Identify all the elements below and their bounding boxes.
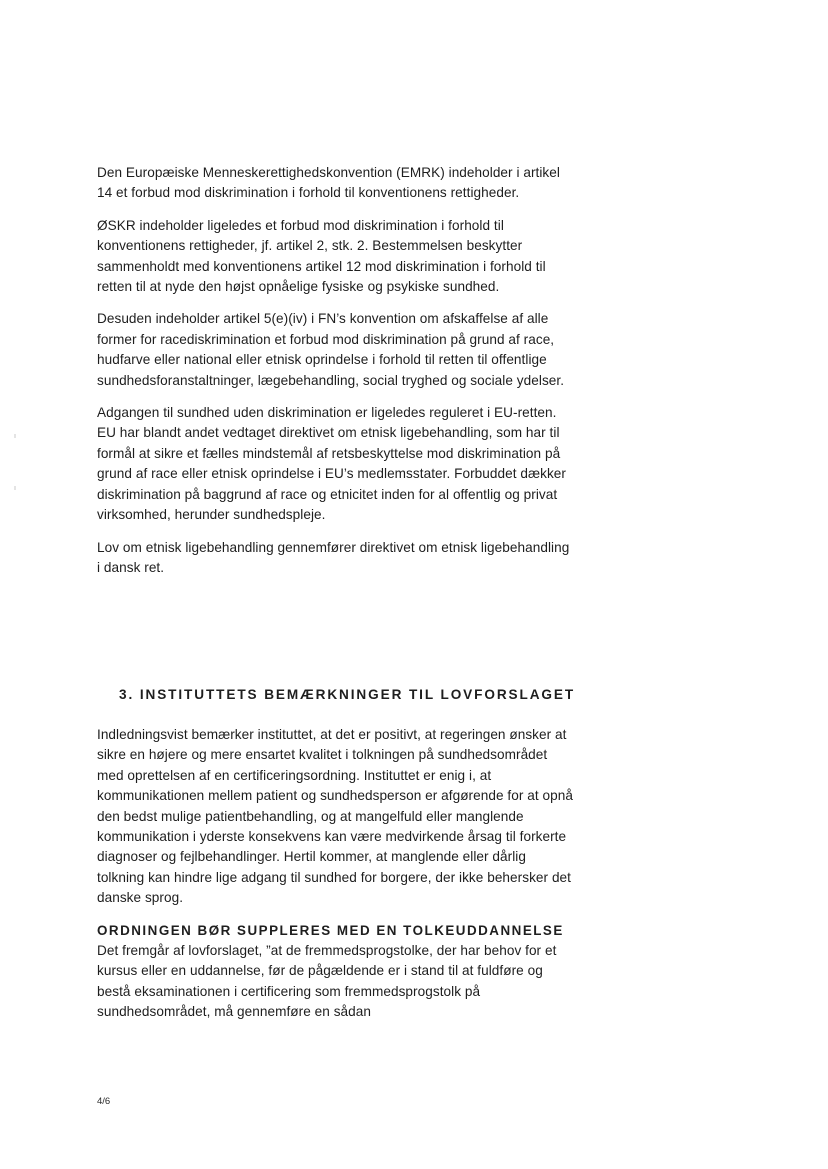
body-text-section-3 xyxy=(97,725,575,1023)
body-text-section-2 xyxy=(97,163,575,590)
paragraph-gap xyxy=(97,909,575,921)
paragraph-danish-law: Lov om etnisk ligebehandling gennemfører direktivet om etnisk ligebehandling i dansk ret. xyxy=(97,539,570,575)
paragraph-emrk: Den Europæiske Menneskerettighedskonvention (EMRK) indeholder i artikel 14 et forbud mod diskrimination i forhold til konventionens rettigheder. xyxy=(97,165,560,201)
paragraph-eu-law: Adgangen til sundhed uden diskrimination er ligeledes reguleret i EU-retten. EU har blandt andet vedtaget direktivet om etnisk ligebehandling, som har til formål at sikre et fælles mindstemål af retsbeskyttelse mod diskrimination på grund af race eller etnisk oprindelse i EU’s medlemsstater. Forbuddet dækker diskrimination på baggrund af race og etnicitet inden for al offentlig og privat virksomhed, herunder sundhedspleje. xyxy=(97,405,566,523)
paragraph-oskr: ØSKR indeholder ligeledes et forbud mod diskrimination i forhold til konventionens rettigheder, jf. artikel 2, stk. 2. Bestemmelsen beskytter sammenholdt med konventionens artikel 12 mod diskrimination i forhold til retten til at nyde den højst opnåelige fysiske og psykiske sundhed. xyxy=(97,217,546,295)
subheading: ORDNINGEN BØR SUPPLERES MED EN TOLKEUDDANNELSE xyxy=(97,922,564,938)
scan-artifact xyxy=(14,434,16,438)
section-heading: 3. INSTITUTTETS BEMÆRKNINGER TIL LOVFORSLAGET xyxy=(119,687,576,702)
paragraph-fn-convention: Desuden indeholder artikel 5(e)(iv) i FN’s konvention om afskaffelse af alle former for racediskrimination et forbud mod diskrimination på grund af race, hudfarve eller national eller etnisk oprindelse i forhold til retten til offentlige sundhedsforanstaltninger, lægebehandling, social tryghed og sociale ydelser. xyxy=(97,311,565,388)
page-number: 4/6 xyxy=(97,1096,111,1107)
paragraph-intro: Indledningsvist bemærker instituttet, at det er positivt, at regeringen ønsker at sikre en højere og mere ensartet kvalitet i tolkningen på sundhedsområdet med oprettelsen af en certificeringsordning. Instituttet er enig i, at kommunikationen mellem patient og sundhedsperson er afgørende for at opnå den bedst mulige patientbehandling, og at mangelfuld eller manglende kommunikation i yderste konsekvens kan være medvirkende årsag til forkerte diagnoser og fejlbehandlinger. Hertil kommer, at manglende eller dårlig tolkning kan hindre lige adgang til sundhed for borgere, der ikke behersker det danske sprog. xyxy=(97,727,573,906)
scan-artifact xyxy=(14,486,16,490)
paragraph-subheading-text: Det fremgår af lovforslaget, ”at de fremmedsprogstolke, der har behov for et kursus eller en uddannelse, før de pågældende er i stand til at fuldføre og bestå eksaminationen i certificering som fremmedsprogstolk på sundhedsområdet, må gennemføre en sådan xyxy=(97,943,557,1020)
